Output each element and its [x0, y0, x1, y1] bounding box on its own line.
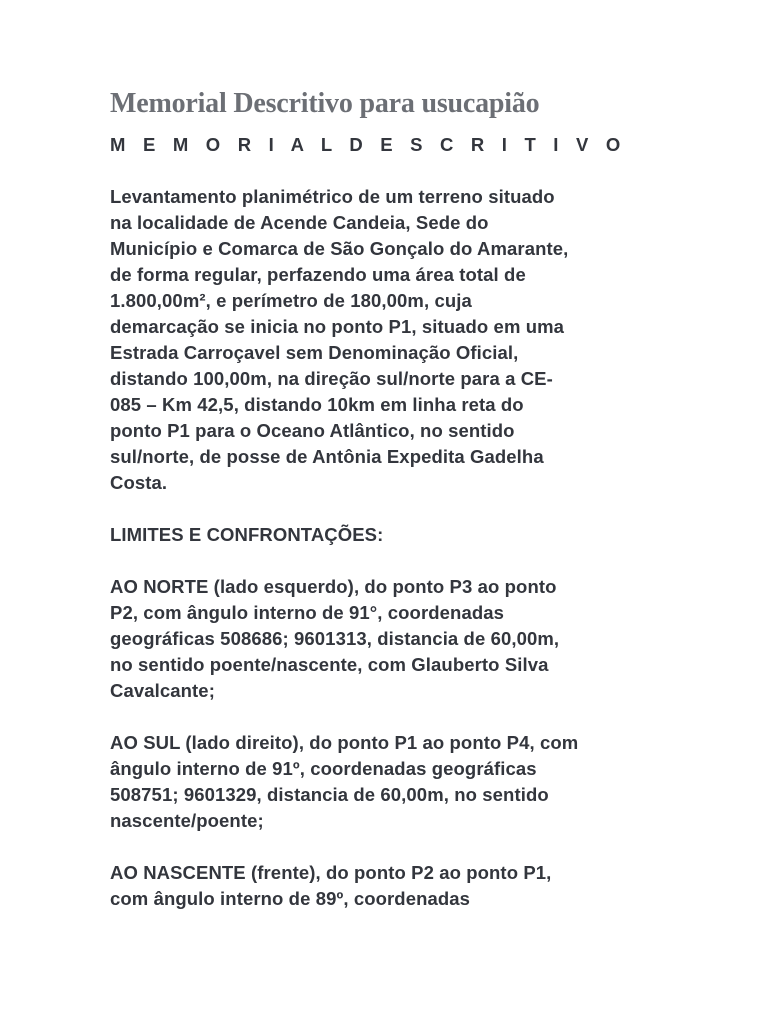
text-line: distando 100,00m, na direção sul/norte para a CE-: [110, 368, 553, 389]
intro-paragraph: [110, 184, 668, 496]
east-paragraph: [110, 860, 668, 912]
text-line: ponto P1 para o Oceano Atlântico, no sentido: [110, 420, 515, 441]
document-title: Memorial Descritivo para usucapião: [110, 88, 540, 119]
text-line: Estrada Carroçavel sem Denominação Oficial,: [110, 342, 519, 363]
text-line: Cavalcante;: [110, 680, 215, 701]
text-line: AO NORTE (lado esquerdo), do ponto P3 ao ponto: [110, 576, 557, 597]
text-line: com ângulo interno de 89º, coordenadas: [110, 888, 471, 909]
limits-heading: LIMITES E CONFRONTAÇÕES:: [110, 524, 384, 545]
north-paragraph: [110, 574, 668, 704]
text-line: ângulo interno de 91º, coordenadas geográficas: [110, 758, 537, 779]
text-line: geográficas 508686; 9601313, distancia de 60,00m,: [110, 628, 560, 649]
text-line: demarcação se inicia no ponto P1, situado em uma: [110, 316, 565, 337]
text-line: sul/norte, de posse de Antônia Expedita Gadelha: [110, 446, 544, 467]
text-line: 508751; 9601329, distancia de 60,00m, no sentido: [110, 784, 549, 805]
text-line: 1.800,00m², e perímetro de 180,00m, cuja: [110, 290, 472, 311]
text-line: P2, com ângulo interno de 91°, coordenadas: [110, 602, 505, 623]
memorial-heading: M E M O R I A L D E S C R I T I V O: [110, 134, 627, 155]
text-line: na localidade de Acende Candeia, Sede do: [110, 212, 489, 233]
text-line: de forma regular, perfazendo uma área total de: [110, 264, 526, 285]
south-paragraph: [110, 730, 668, 834]
text-line: Costa.: [110, 472, 168, 493]
text-line: nascente/poente;: [110, 810, 264, 831]
text-line: Município e Comarca de São Gonçalo do Amarante,: [110, 238, 569, 259]
text-line: no sentido poente/nascente, com Glauberto Silva: [110, 654, 549, 675]
text-line: 085 – Km 42,5, distando 10km em linha reta do: [110, 394, 524, 415]
text-line: AO NASCENTE (frente), do ponto P2 ao ponto P1,: [110, 862, 552, 883]
text-line: Levantamento planimétrico de um terreno situado: [110, 186, 555, 207]
text-line: AO SUL (lado direito), do ponto P1 ao ponto P4, com: [110, 732, 579, 753]
